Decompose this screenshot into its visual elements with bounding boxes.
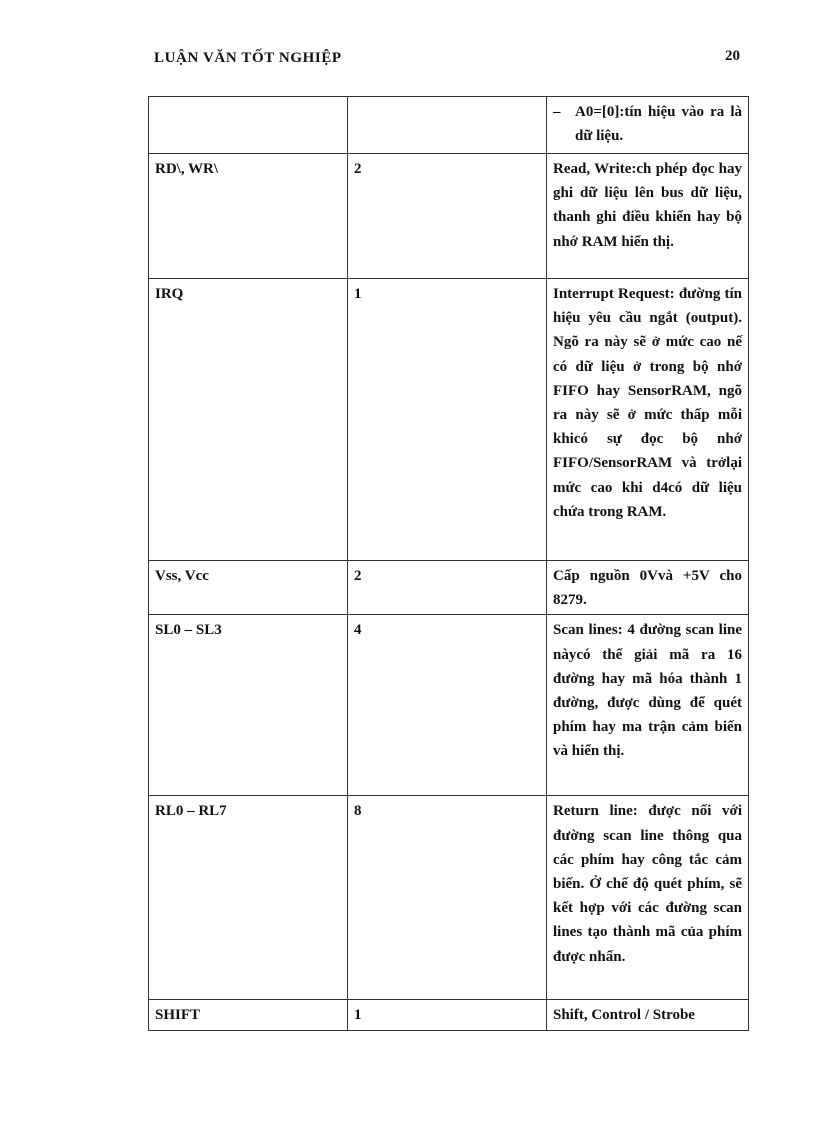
pins-cell [348,97,547,154]
pins-cell: 2 [348,561,547,615]
signal-cell [149,97,348,154]
description-cell: Scan lines: 4 đường scan line nàycó thể giải mã ra 16 đường hay mã hóa thành 1 đường, được dùng để quét phím hay ma trận cảm biến và hiển thị. [547,615,749,796]
table-row [149,1000,749,1030]
signal-cell: RL0 – RL7 [149,796,348,1000]
page-header [154,48,740,72]
signal-cell: SL0 – SL3 [149,615,348,796]
pins-cell: 1 [348,1000,547,1030]
page-number: 20 [725,48,740,64]
description-cell [547,97,749,154]
pins-cell: 2 [348,154,547,279]
table-row [149,796,749,1000]
pins-cell: 1 [348,279,547,561]
pin-description-table [148,96,749,1031]
description-list-item [553,100,742,148]
description-cell: Cấp nguồn 0Vvà +5V cho 8279. [547,561,749,615]
dash-bullet: – [553,104,561,120]
signal-cell: IRQ [149,279,348,561]
description-cell: Shift, Control / Strobe [547,1000,749,1030]
pins-cell: 8 [348,796,547,1000]
table-row [149,615,749,796]
signal-cell: SHIFT [149,1000,348,1030]
header-title: LUẬN VĂN TỐT NGHIỆP [154,50,342,66]
table-row [149,279,749,561]
signal-cell: RD\, WR\ [149,154,348,279]
signal-cell: Vss, Vcc [149,561,348,615]
description-text: A0=[0]:tín hiệu vào ra là dữ liệu. [575,104,742,145]
description-cell: Return line: được nối với đường scan line thông qua các phím hay công tắc cảm biến. Ở chế độ quét phím, sẽ kết hợp với các đường scan lines tạo thành mã của phím được nhấn. [547,796,749,1000]
description-cell: Interrupt Request: đường tín hiệu yêu cầu ngắt (output). Ngõ ra này sẽ ở mức cao nế có dữ liệu ở trong bộ nhớ FIFO hay SensorRAM, ngõ ra này sẽ ở mức thấp mỗi khicó sự đọc bộ nhớ FIFO/SensorRAM và trởlại mức cao khi d4có dữ liệu chứa trong RAM. [547,279,749,561]
table-row [149,561,749,615]
description-cell: Read, Write:ch phép đọc hay ghi dữ liệu lên bus dữ liệu, thanh ghi điều khiển hay bộ nhớ RAM hiển thị. [547,154,749,279]
pins-cell: 4 [348,615,547,796]
table-row [149,154,749,279]
table-row [149,97,749,154]
